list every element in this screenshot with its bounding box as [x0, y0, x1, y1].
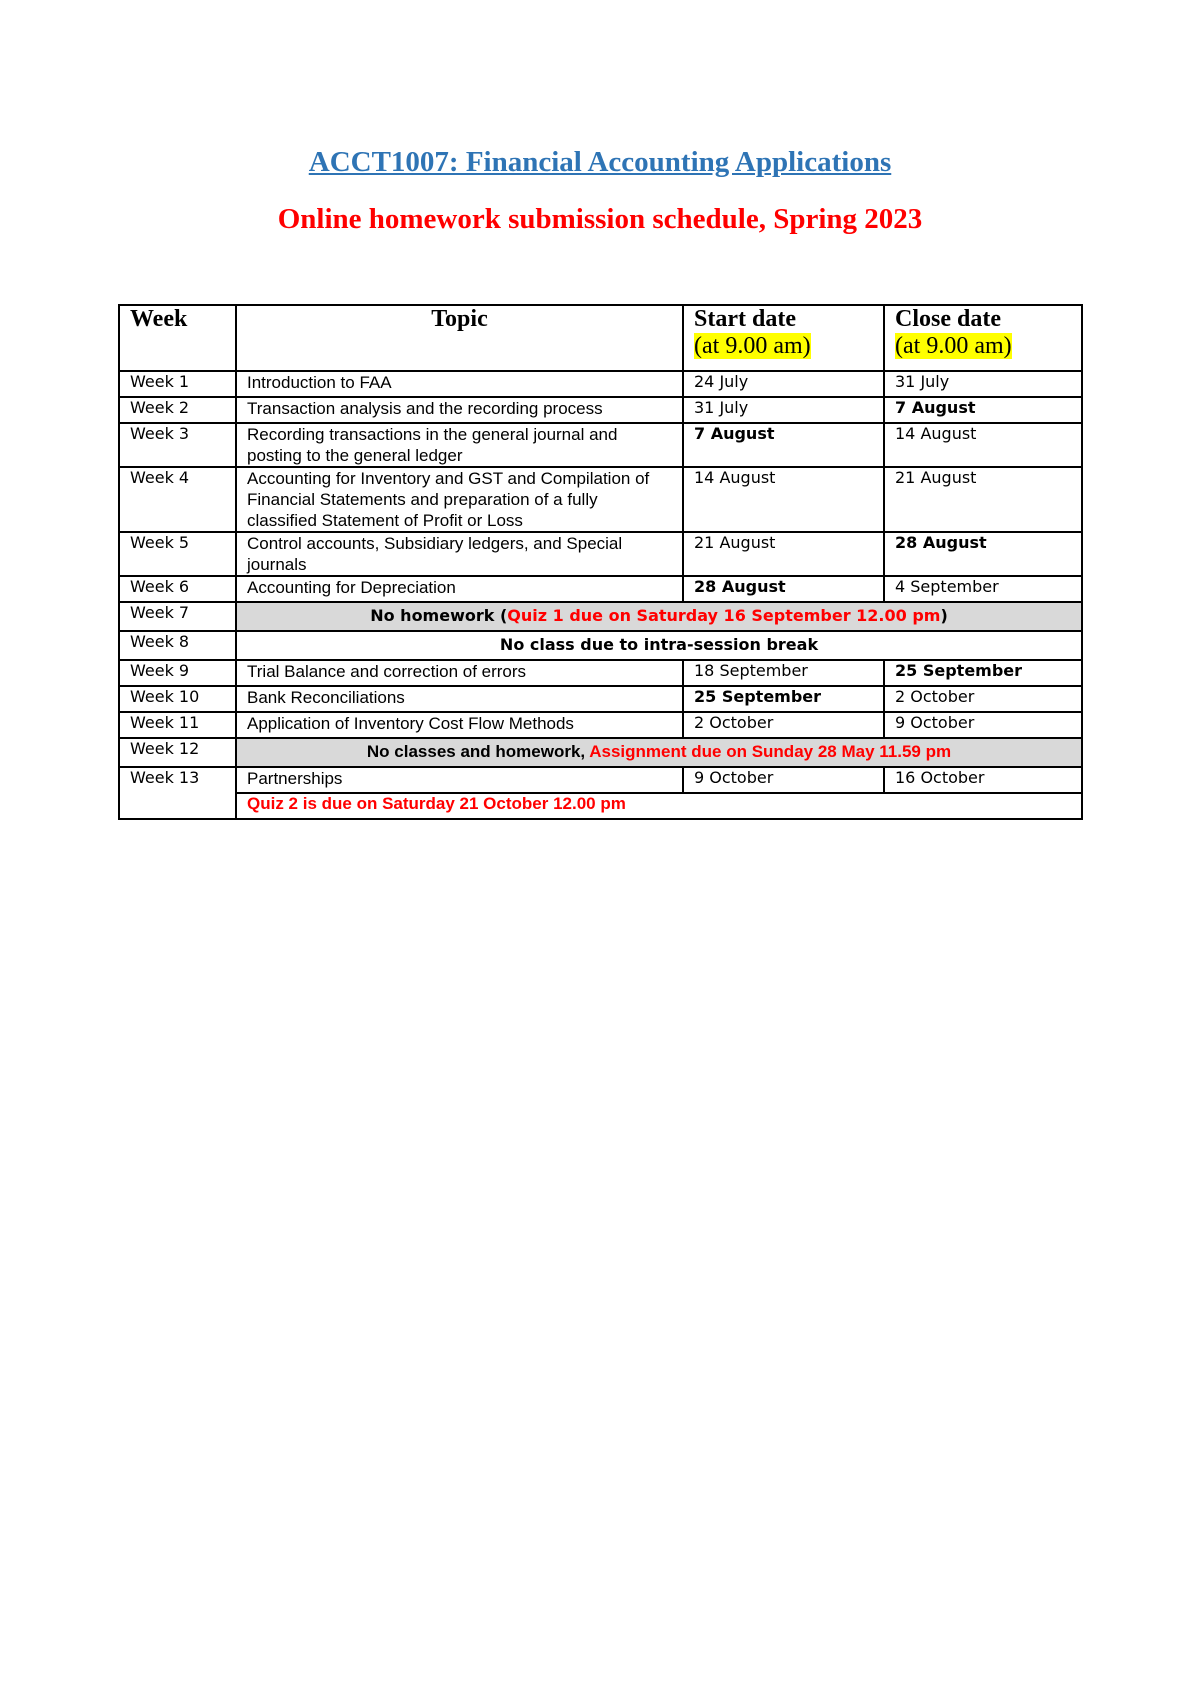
week-cell: Week 9	[119, 660, 236, 686]
topic-cell: Application of Inventory Cost Flow Methods	[236, 712, 683, 738]
schedule-table	[118, 304, 1083, 820]
table-row-week-13-quiz	[119, 793, 1082, 819]
topic-cell: Accounting for Depreciation	[236, 576, 683, 602]
table-row	[119, 371, 1082, 397]
quiz-2-note: Quiz 2 is due on Saturday 21 October 12.00 pm	[236, 793, 1082, 819]
week-cell: Week 5	[119, 532, 236, 576]
week-cell: Week 6	[119, 576, 236, 602]
topic-cell: Control accounts, Subsidiary ledgers, and Special journals	[236, 532, 683, 576]
close-date-cell: 28 August	[884, 532, 1082, 576]
week-cell: Week 8	[119, 631, 236, 660]
topic-cell: Partnerships	[236, 767, 683, 793]
week-cell: Week 3	[119, 423, 236, 467]
week-cell: Week 2	[119, 397, 236, 423]
table-row	[119, 397, 1082, 423]
close-date-cell: 2 October	[884, 686, 1082, 712]
close-date-cell: 31 July	[884, 371, 1082, 397]
table-row-week-7	[119, 602, 1082, 631]
close-date-cell: 16 October	[884, 767, 1082, 793]
close-date-cell: 21 August	[884, 467, 1082, 532]
table-row	[119, 660, 1082, 686]
table-row-week-13	[119, 767, 1082, 793]
table-row	[119, 532, 1082, 576]
week-8-note: No class due to intra-session break	[236, 631, 1082, 660]
topic-cell: Introduction to FAA	[236, 371, 683, 397]
week-cell: Week 7	[119, 602, 236, 631]
start-date-cell: 31 July	[683, 397, 884, 423]
week-cell: Week 1	[119, 371, 236, 397]
header-start-date: Start date (at 9.00 am)	[683, 305, 884, 371]
header-topic: Topic	[236, 305, 683, 371]
header-week: Week	[119, 305, 236, 371]
table-row	[119, 576, 1082, 602]
week-cell: Week 10	[119, 686, 236, 712]
week-cell: Week 11	[119, 712, 236, 738]
table-row	[119, 712, 1082, 738]
close-date-cell: 4 September	[884, 576, 1082, 602]
week-cell: Week 13	[119, 767, 236, 819]
week-cell: Week 12	[119, 738, 236, 767]
header-close-date: Close date (at 9.00 am)	[884, 305, 1082, 371]
start-date-cell: 14 August	[683, 467, 884, 532]
topic-cell: Bank Reconciliations	[236, 686, 683, 712]
start-date-cell: 9 October	[683, 767, 884, 793]
close-date-cell: 9 October	[884, 712, 1082, 738]
week-cell: Week 4	[119, 467, 236, 532]
topic-cell: Trial Balance and correction of errors	[236, 660, 683, 686]
table-row-week-12	[119, 738, 1082, 767]
start-date-cell: 2 October	[683, 712, 884, 738]
topic-cell: Recording transactions in the general journal and posting to the general ledger	[236, 423, 683, 467]
close-date-cell: 25 September	[884, 660, 1082, 686]
week-12-note: No classes and homework, Assignment due on Sunday 28 May 11.59 pm	[236, 738, 1082, 767]
start-date-cell: 7 August	[683, 423, 884, 467]
topic-cell: Transaction analysis and the recording process	[236, 397, 683, 423]
start-date-cell: 24 July	[683, 371, 884, 397]
start-date-cell: 28 August	[683, 576, 884, 602]
start-date-cell: 21 August	[683, 532, 884, 576]
document-title: ACCT1007: Financial Accounting Applications	[308, 146, 892, 178]
start-date-cell: 25 September	[683, 686, 884, 712]
close-time-note: (at 9.00 am)	[895, 333, 1012, 359]
table-row-week-8	[119, 631, 1082, 660]
topic-cell: Accounting for Inventory and GST and Compilation of Financial Statements and preparation of a fully classified Statement of Profit or Loss	[236, 467, 683, 532]
start-time-note: (at 9.00 am)	[694, 333, 811, 359]
document-subtitle: Online homework submission schedule, Spring 2023	[277, 203, 923, 235]
close-date-cell: 14 August	[884, 423, 1082, 467]
table-row	[119, 686, 1082, 712]
table-row	[119, 423, 1082, 467]
table-header-row	[119, 305, 1082, 371]
week-7-note: No homework (Quiz 1 due on Saturday 16 September 12.00 pm)	[236, 602, 1082, 631]
start-date-cell: 18 September	[683, 660, 884, 686]
close-date-cell: 7 August	[884, 397, 1082, 423]
table-row	[119, 467, 1082, 532]
